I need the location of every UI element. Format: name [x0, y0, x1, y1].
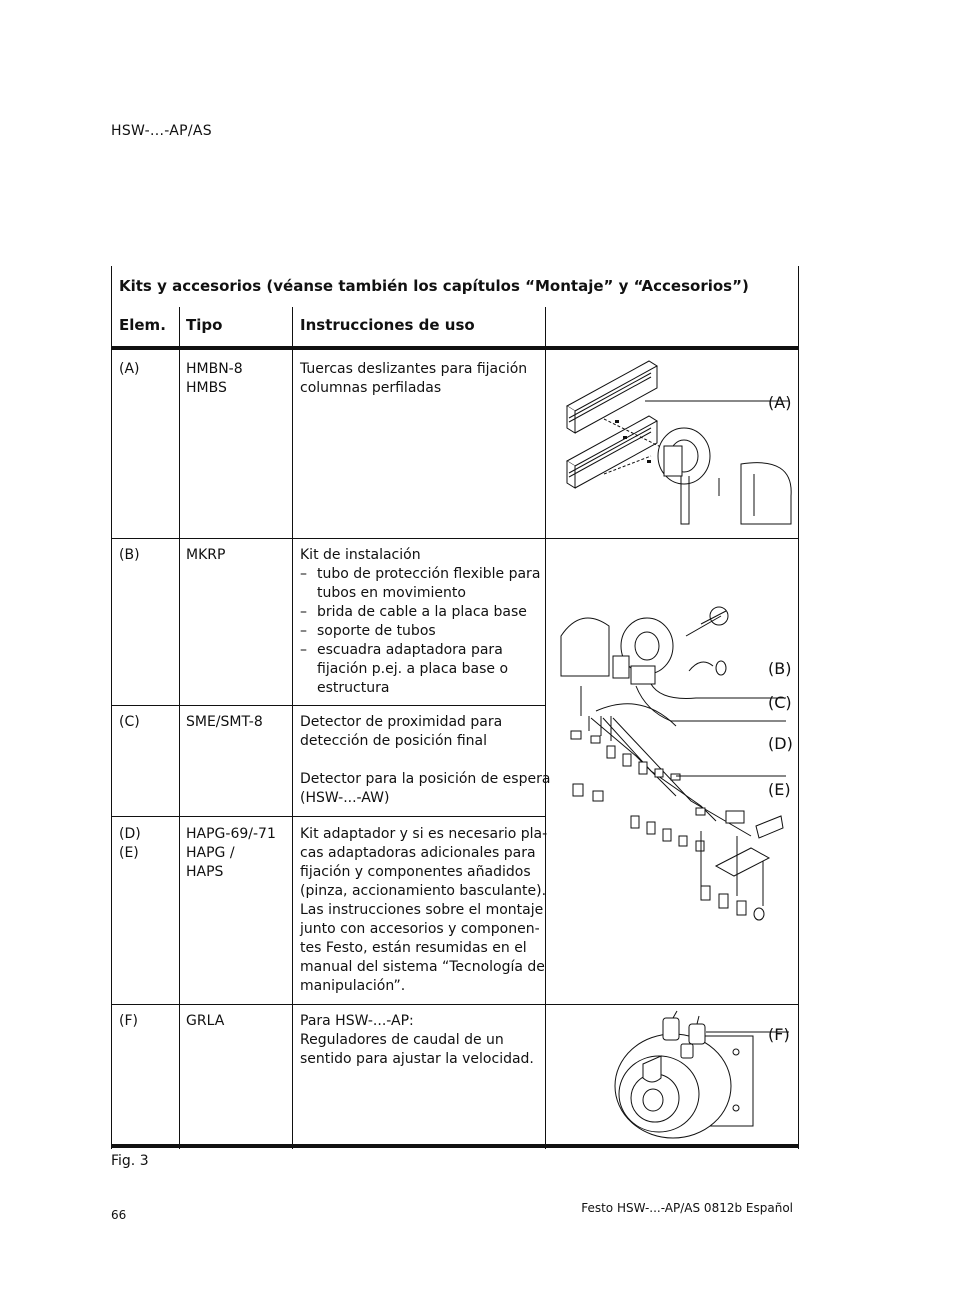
header-product-code: HSW-...-AP/AS [111, 123, 212, 139]
col-divider-2 [292, 307, 293, 1149]
bullet-item: – soporte de tubos [300, 622, 540, 641]
table-border-right [798, 266, 799, 1149]
table-title: Kits y accesorios (véanse también los capítulos “Montaje” y “Accesorios”) [119, 277, 749, 295]
page-number: 66 [111, 1208, 127, 1222]
row-b-instr: Kit de instalación – tubo de protección flexible para tubos en movimiento – brida de cable a la placa base – soporte de tubos – escuadra adaptadora para fijación p.ej. a placa base o estructura [300, 546, 540, 698]
row-divider-c [111, 816, 545, 817]
row-c-tipo: SME/SMT-8 [186, 714, 263, 730]
drawing-slot-nuts [559, 356, 794, 534]
callout-c: (C) [768, 693, 792, 712]
footer-document: Festo HSW-...-AP/AS 0812b Español [581, 1201, 793, 1215]
col-divider-1 [179, 307, 180, 1149]
row-a-instr: Tuercas deslizantes para fijación columnas perfiladas [300, 361, 528, 396]
bullet-item: – brida de cable a la placa base [300, 603, 540, 622]
row-b-bullets [300, 565, 540, 698]
header-rule [111, 346, 799, 350]
row-divider-a [111, 538, 799, 539]
row-f-instr: Para HSW-...-AP: Reguladores de caudal de un sentido para ajustar la velocidad. [300, 1013, 534, 1067]
row-f-elem: (F) [119, 1013, 138, 1029]
callout-e: (E) [768, 780, 791, 799]
drawing-flow-regulators [611, 1008, 791, 1142]
row-a-elem: (A) [119, 361, 140, 377]
row-de-elem: (D) (E) [119, 826, 141, 861]
bottom-rule [111, 1144, 799, 1148]
kits-table [111, 266, 799, 1149]
row-b-elem: (B) [119, 547, 140, 563]
figure-caption: Fig. 3 [111, 1153, 149, 1169]
row-c-elem: (C) [119, 714, 140, 730]
callout-d: (D) [768, 734, 793, 753]
col-header-tipo: Tipo [186, 316, 223, 334]
bullet-item: – tubo de protección flexible para tubos en movimiento [300, 565, 540, 603]
bullet-item: – escuadra adaptadora para fijación p.ej. a placa base o estructura [300, 641, 540, 698]
row-a-tipo: HMBN-8 HMBS [186, 361, 243, 396]
row-b-tipo: MKRP [186, 547, 226, 563]
row-c-instr: Detector de proximidad para detección de posición final Detector para la posición de espera (HSW-...-AW) [300, 714, 551, 806]
callout-f: (F) [768, 1025, 790, 1044]
callout-a: (A) [768, 393, 792, 412]
row-f-tipo: GRLA [186, 1013, 225, 1029]
row-divider-b [111, 705, 545, 706]
drawing-installation-kit [551, 586, 796, 936]
col-header-instrucciones: Instrucciones de uso [300, 316, 475, 334]
row-de-tipo: HAPG-69/-71 HAPG / HAPS [186, 826, 276, 880]
callout-b: (B) [768, 659, 792, 678]
row-divider-de [111, 1004, 799, 1005]
table-border-left [111, 266, 112, 1149]
col-header-elem: Elem. [119, 316, 166, 334]
row-de-instr: Kit adaptador y si es necesario pla- cas adaptadoras adicionales para fijación y componentes añadidos (pinza, accionamiento basculante). Las instrucciones sobre el montaje junto con accesorios y componen- tes Festo, están resumidas en el manual del sistema “Tecnología de manipulación”. [300, 826, 548, 994]
